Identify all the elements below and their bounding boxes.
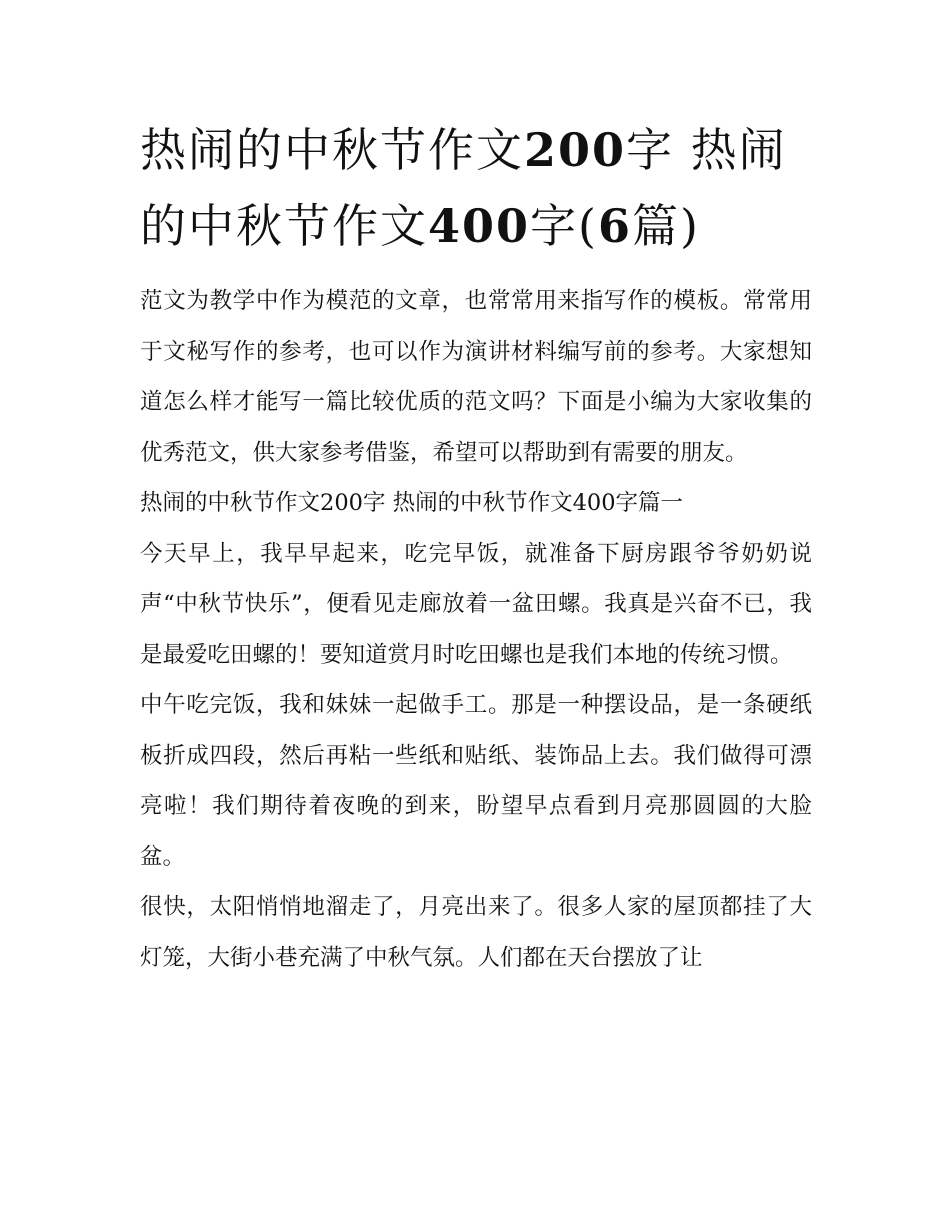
body-paragraph: 中午吃完饭，我和妹妹一起做手工。那是一种摆设品，是一条硬纸板折成四段，然后再粘一些纸和贴纸、装饰品上去。我们做得可漂亮啦！我们期待着夜晚的到来，盼望早点看到月亮那圆圆的大脸盆。 <box>140 692 812 870</box>
document-title: 热闹的中秋节作文200字 热闹的中秋节作文400字(6篇) <box>140 123 787 253</box>
document-body <box>140 276 812 983</box>
intro-paragraph: 范文为教学中作为模范的文章，也常常用来指写作的模板。常常用于文秘写作的参考，也可以作为演讲材料编写前的参考。大家想知道怎么样才能写一篇比较优质的范文吗？下面是小编为大家收集的优秀范文，供大家参考借鉴，希望可以帮助到有需要的朋友。 <box>140 288 812 466</box>
section-heading: 热闹的中秋节作文200字 热闹的中秋节作文400字篇一 <box>140 490 684 516</box>
document-content <box>140 112 812 983</box>
body-paragraph: 很快，太阳悄悄地溜走了，月亮出来了。很多人家的屋顶都挂了大灯笼，大街小巷充满了中秋气氛。人们都在天台摆放了让 <box>140 894 812 971</box>
body-paragraph: 今天早上，我早早起来，吃完早饭，就准备下厨房跟爷爷奶奶说声“中秋节快乐”，便看见走廊放着一盆田螺。我真是兴奋不已，我是最爱吃田螺的！要知道赏月时吃田螺也是我们本地的传统习惯。 <box>140 540 812 668</box>
